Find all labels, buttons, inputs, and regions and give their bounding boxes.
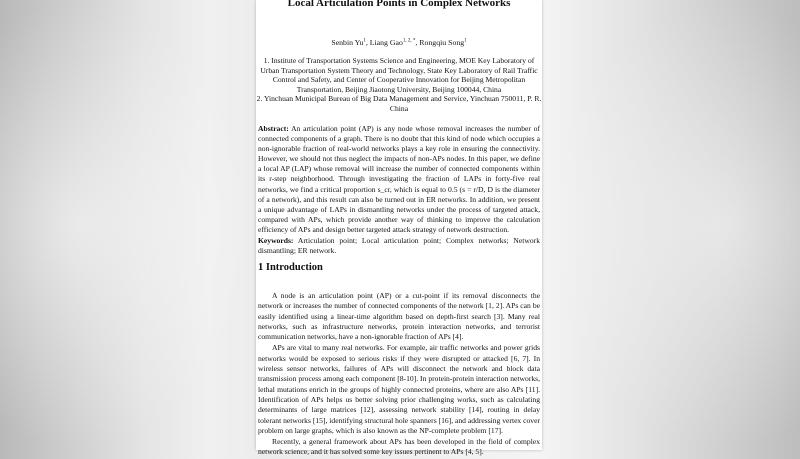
keywords-label: Keywords: [258,236,294,245]
author-name: Rongqiu Song [419,38,465,47]
paragraph: A node is an articulation point (AP) or a cut-point if its removal disconnects the network or increases the number of connected components of the network [1, 2]. APs can be easily identified using a linear-time algorithm based on depth-first search [3]. Many real networks, such as infrastructure networks, protein interaction networks, and terrorist communication networks, have a non-ignorable fraction of APs [4]. [258,291,540,342]
abstract [258,124,540,235]
affiliation: 1. Institute of Transportation Systems Science and Engineering, MOE Key Laboratory of Urban Transportation System Theory and Technology, State Key Laboratory of Rail Traffic Control and Safety, and Center of Cooperative Innovation for Beijing Metropolitan Transportation, Beijing Jiaotong University, Beijing 100044, China [260,56,538,94]
paper-title: Local Articulation Points in Complex Networks [287,0,511,9]
author-sup: 1 [464,38,467,44]
affiliation: 2. Yinchuan Municipal Bureau of Big Data Management and Service, Yinchuan 750011, P. R. China [256,94,542,113]
affiliations [256,56,542,114]
section-heading: 1 Introduction [258,262,323,273]
abstract-label: Abstract: [258,124,289,133]
paragraph: APs are vital to many real networks. For example, air traffic networks and power grids networks would be exposed to serious risks if they were disrupted or attacked [6, 7]. In wireless sensor networks, failures of APs will disconnect the network and block data transmission process among each component [8-10]. In protein-protein interaction networks, lethal mutations enrich in the groups of highly connected proteins, where are also APs [11]. Identification of APs helps us better solving prior challenging works, such as calculating determinants of large matrices [12], assessing network stability [14], routing in delay tolerant networks [15], identifying structural hole spanners [16], and addressing vertex cover problem on large graphs, which is also known as the NP-complete problem [17]. [258,343,540,435]
paragraph: Recently, a general framework about APs has been developed in the field of complex network science, and it has solved some key issues pertinent to APs [4, 5]. [258,437,540,457]
background-right [545,0,800,450]
abstract-text: An articulation point (AP) is any node whose removal increases the number of connected components of a graph. There is no doubt that this kind of node which occupies a non-ignorable fraction of real-world networks plays a key role in ensuring the connectivity. However, we should not thus neglect the impacts of non-APs nodes. In this paper, we define a local AP (LAP) whose removal will increase the number of connected components within its r-step neighborhood. Through investigating the fraction of LAPs in forty-five real networks, we find a critical proportion s_cr, which is equal to 0.5 (s = r/D, D is the diameter of a network), and this result can also be turned out in ER networks. In addition, we present a unique advantage of LAPs in dismantling networks under the process of targeted attack, compared with APs, which provide another way of thinking to improve the calculation efficiency of APs and design better targeted attack strategy of network destruction. [258,124,540,234]
background-left [0,0,255,450]
author-sup: 1, 2, * [402,38,416,44]
author-line: Senbin Yu$^1$, Liang Gao$^{1, 2, *}$, Rongqiu Song$^1$ [331,38,467,47]
author-name: Liang Gao [369,38,403,47]
introduction-body [258,291,540,459]
author-name: Senbin Yu [331,38,364,47]
document-page [256,0,542,457]
author-sup: 1 [363,38,366,44]
keywords [258,236,540,256]
keywords-text: Articulation point; Local articulation point; Complex networks; Network dismantling; ER network. [258,236,540,256]
